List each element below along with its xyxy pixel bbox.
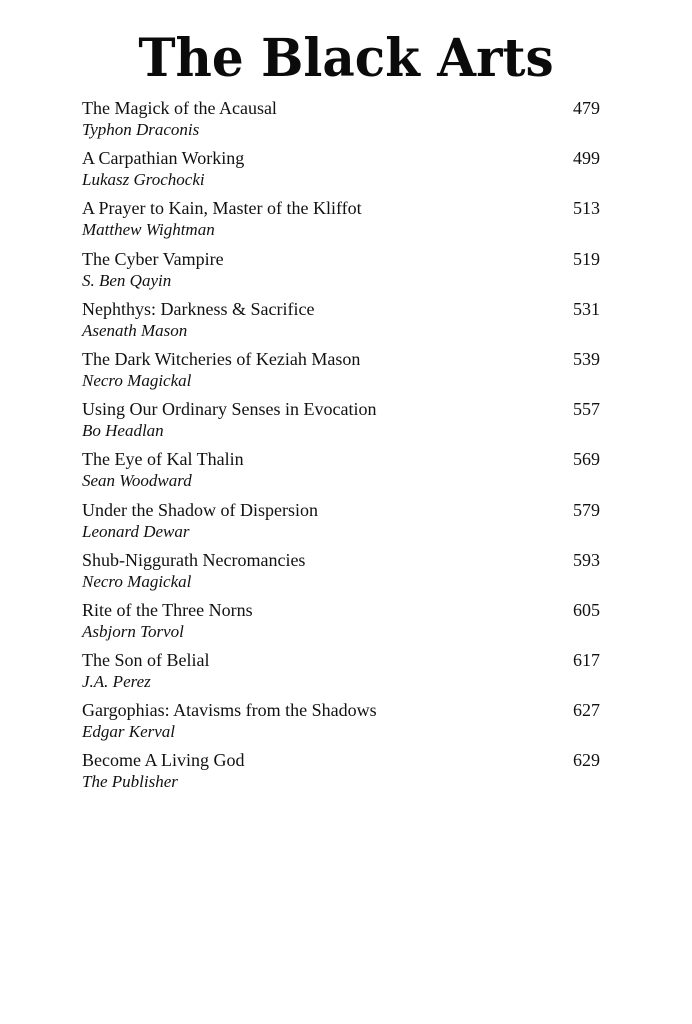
toc-entry	[82, 749, 602, 799]
entry-title: Nephthys: Darkness & Sacrifice	[82, 298, 315, 319]
entry-author: Typhon Draconis	[82, 120, 200, 139]
entry-title: Using Our Ordinary Senses in Evocation	[82, 399, 377, 420]
entry-author: Edgar Kerval	[82, 722, 176, 742]
entry-title: Under the Shadow of Dispersion	[82, 499, 318, 520]
page-title: The Black Arts	[138, 26, 554, 89]
entry-page-number: 605	[573, 599, 600, 620]
entry-title: The Cyber Vampire	[82, 248, 224, 269]
entry-title: The Eye of Kal Thalin	[82, 449, 244, 470]
toc-entry	[82, 248, 602, 298]
entry-author: Sean Woodward	[82, 471, 192, 491]
entry-page-number: 479	[573, 98, 600, 118]
toc-entry	[82, 448, 602, 498]
entry-page-number: 513	[573, 198, 600, 219]
entry-page-number: 627	[573, 700, 600, 721]
entry-author: Necro Magickal	[82, 370, 192, 390]
entry-author: Necro Magickal	[82, 571, 192, 591]
entry-author: Asenath Mason	[82, 320, 188, 340]
toc-entry	[82, 599, 602, 649]
entry-author: The Publisher	[82, 772, 178, 792]
toc-entry	[82, 197, 602, 247]
table-of-contents	[82, 97, 602, 800]
entry-page-number: 499	[573, 148, 600, 169]
entry-title: A Prayer to Kain, Master of the Kliffot	[82, 198, 362, 219]
entry-title: The Dark Witcheries of Keziah Mason	[82, 348, 361, 369]
toc-entry	[82, 97, 602, 147]
entry-author: Matthew Wightman	[82, 220, 215, 240]
entry-page-number: 579	[573, 499, 600, 520]
entry-author: J.A. Perez	[82, 672, 151, 692]
entry-page-number: 557	[573, 399, 600, 420]
toc-entry	[82, 298, 602, 348]
toc-entry	[82, 398, 602, 448]
entry-author: Asbjorn Torvol	[82, 621, 184, 641]
entry-page-number: 569	[573, 449, 600, 470]
entry-title: A Carpathian Working	[82, 148, 245, 169]
toc-entry	[82, 699, 602, 749]
toc-entry	[82, 549, 602, 599]
entry-title: Gargophias: Atavisms from the Shadows	[82, 700, 377, 721]
entry-author: Lukasz Grochocki	[82, 170, 205, 190]
entry-title: Shub-Niggurath Necromancies	[82, 549, 306, 570]
entry-author: S. Ben Qayin	[82, 270, 172, 290]
entry-page-number: 617	[573, 650, 600, 671]
toc-entry	[82, 147, 602, 197]
toc-entry	[82, 499, 602, 549]
entry-author: Bo Headlan	[82, 421, 164, 441]
toc-entry	[82, 649, 602, 699]
entry-title: Rite of the Three Norns	[82, 599, 253, 620]
entry-author: Leonard Dewar	[82, 521, 190, 541]
toc-entry	[82, 348, 602, 398]
entry-page-number: 539	[573, 348, 600, 369]
entry-title: Become A Living God	[82, 750, 245, 771]
entry-page-number: 519	[573, 248, 600, 269]
entry-title: The Magick of the Acausal	[82, 98, 277, 118]
entry-page-number: 593	[573, 549, 600, 570]
entry-page-number: 531	[573, 298, 600, 319]
entry-page-number: 629	[573, 750, 600, 771]
entry-title: The Son of Belial	[82, 650, 210, 671]
